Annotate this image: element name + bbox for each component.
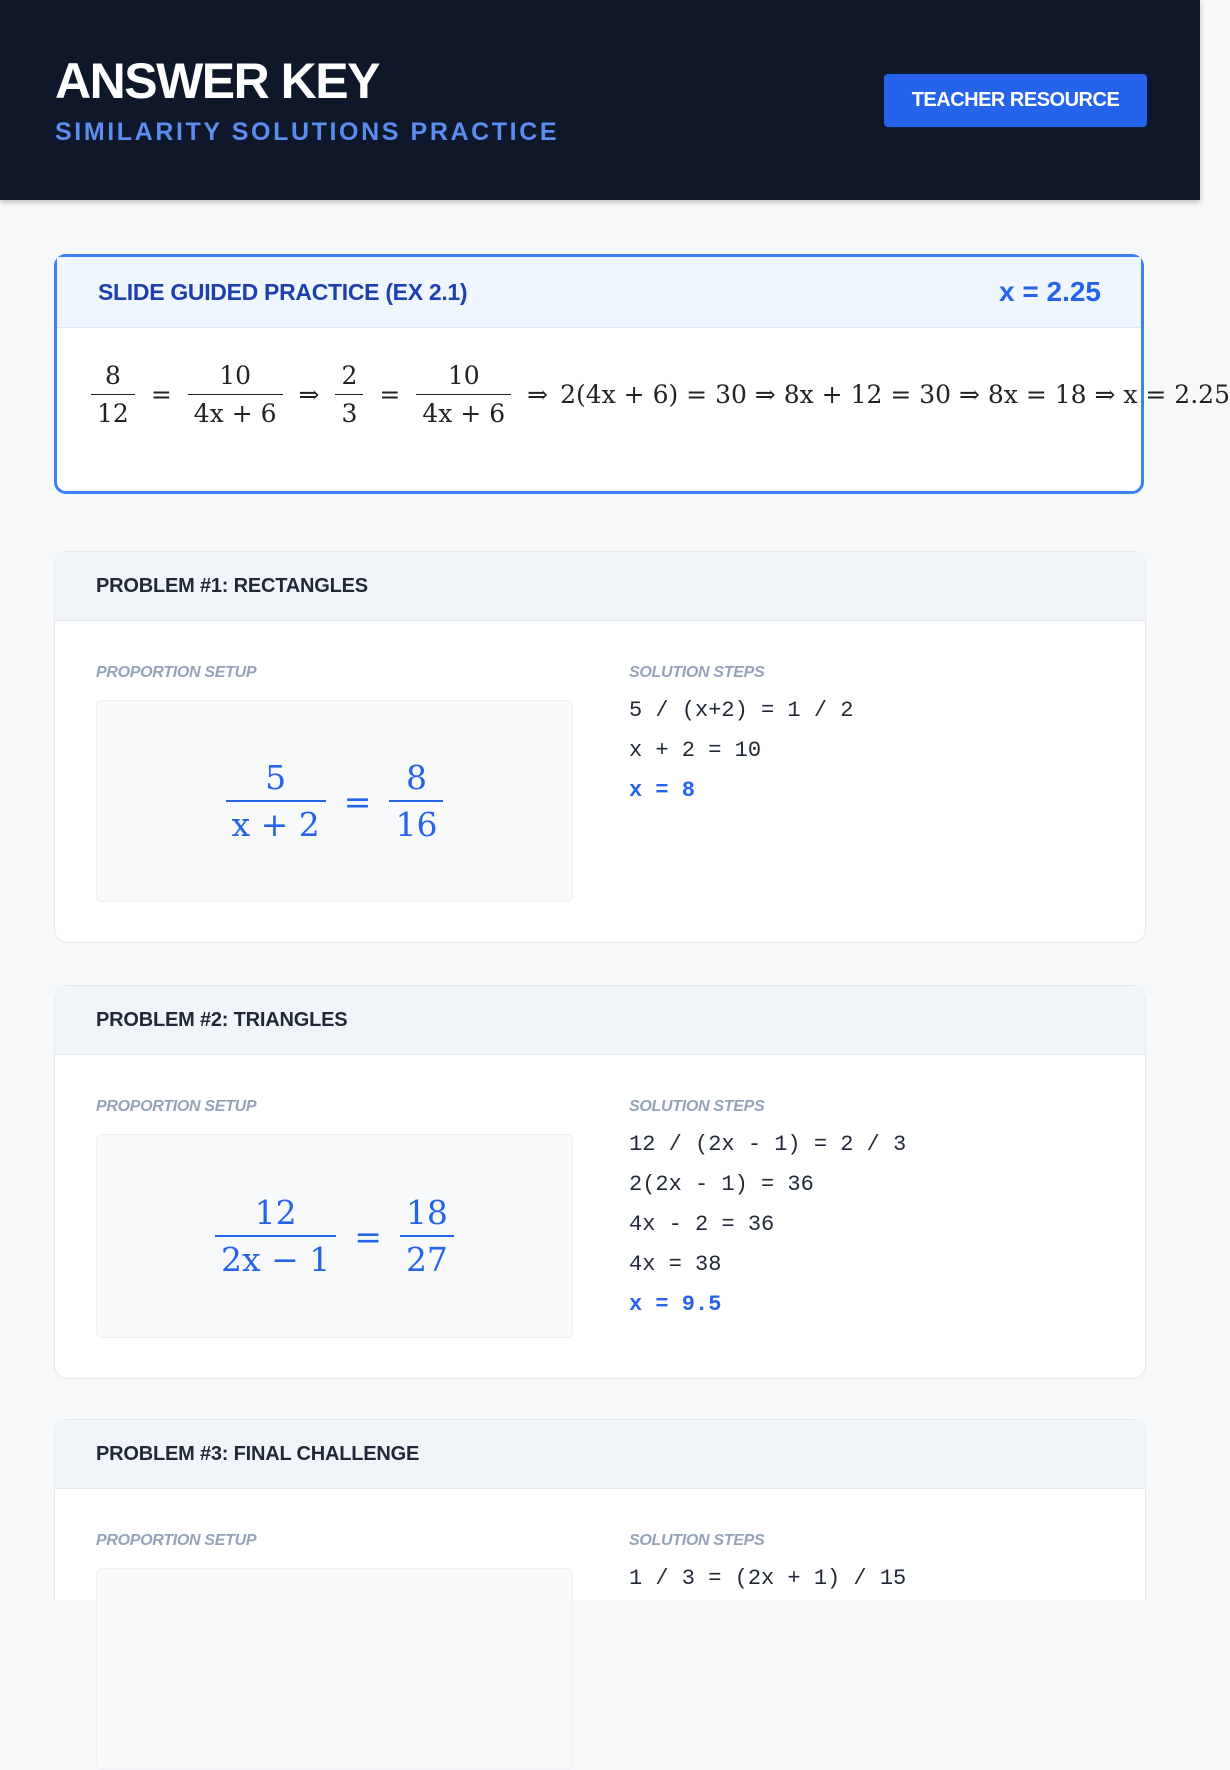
solution-steps-label: SOLUTION STEPS	[629, 1532, 765, 1549]
solution-step: 1 / 3 = (2x + 1) / 15	[629, 1566, 907, 1591]
solution-steps-label: SOLUTION STEPS	[629, 664, 765, 681]
problem-card	[54, 1419, 1146, 1600]
solution-steps	[629, 1559, 906, 1599]
fraction: $\frac{10}{4x + 6}$	[188, 363, 283, 426]
fraction: $\frac{10}{4x + 6}$	[416, 363, 511, 426]
proportion-setup-box	[96, 1568, 573, 1770]
proportion-equation: $\frac{5}{x + 2}$ = $\frac{8}{16}$	[222, 761, 448, 841]
solution-step: 4x - 2 = 36	[629, 1212, 775, 1237]
proportion-setup-label: PROPORTION SETUP	[96, 1098, 257, 1115]
fraction: $\frac{8}{12}$	[91, 363, 135, 426]
guided-practice-equation: $\frac{8}{12}$ = $\frac{10}{4x + 6}$ ⇒ $\frac{2}{3}$ = $\frac{10}{4x + 6}$ ⇒ 2(4x + 6) = 30 ⇒ 8x + 12 = 30 ⇒ 8x = 18 ⇒ x = 2.25	[87, 363, 1230, 426]
solution-step: 4x = 38	[629, 1252, 722, 1277]
fraction: $\frac{2}{3}$	[335, 363, 363, 426]
solution-step: x + 2 = 10	[629, 738, 762, 763]
proportion-setup-box	[96, 700, 573, 902]
page-title: ANSWER KEY	[55, 53, 379, 109]
page-header	[0, 0, 1200, 200]
proportion-setup-box	[96, 1134, 573, 1338]
guided-practice-header	[57, 257, 1141, 328]
final-answer: x = 8	[629, 778, 696, 803]
final-answer: x = 9.5	[629, 1292, 722, 1317]
page-subtitle: SIMILARITY SOLUTIONS PRACTICE	[55, 118, 560, 146]
teacher-resource-badge: TEACHER RESOURCE	[884, 74, 1147, 127]
guided-practice-title: SLIDE GUIDED PRACTICE (EX 2.1)	[98, 278, 468, 305]
proportion-equation: $\frac{12}{2x - 1}$ = $\frac{18}{27}$	[211, 1196, 458, 1276]
problem-title: PROBLEM #2: TRIANGLES	[55, 986, 1145, 1055]
solution-step: 2(2x - 1) = 36	[629, 1172, 814, 1197]
solution-step: 5 / (x+2) = 1 / 2	[629, 698, 854, 723]
proportion-setup-label: PROPORTION SETUP	[96, 664, 257, 681]
guided-practice-answer: x = 2.25	[999, 276, 1101, 307]
problem-card	[54, 985, 1146, 1379]
problem-title: PROBLEM #1: RECTANGLES	[55, 552, 1145, 621]
solution-steps	[629, 691, 853, 811]
equation-tail: 2(4x + 6) = 30 ⇒ 8x + 12 = 30 ⇒ 8x = 18 ⇒ x = 2.25	[560, 380, 1230, 409]
solution-steps	[629, 1125, 906, 1325]
problem-card	[54, 551, 1146, 943]
problem-title: PROBLEM #3: FINAL CHALLENGE	[55, 1420, 1145, 1489]
solution-steps-label: SOLUTION STEPS	[629, 1098, 765, 1115]
proportion-setup-label: PROPORTION SETUP	[96, 1532, 257, 1549]
solution-step: 12 / (2x - 1) = 2 / 3	[629, 1132, 907, 1157]
guided-practice-card	[54, 254, 1230, 494]
